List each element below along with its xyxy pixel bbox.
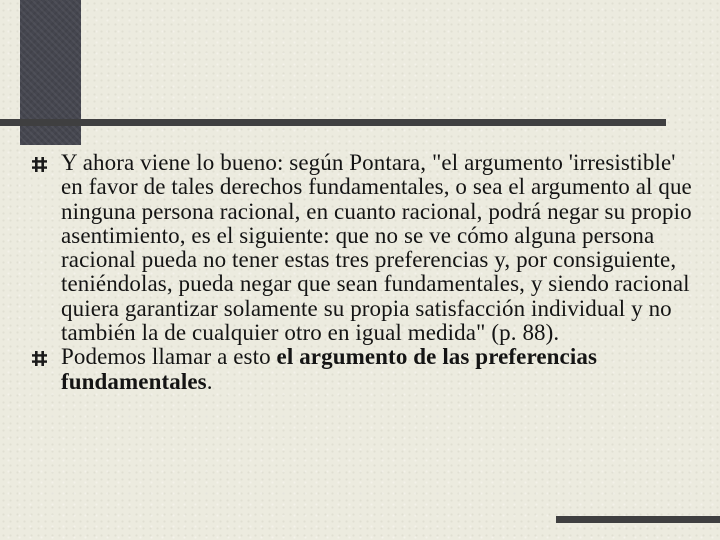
- bullet-item-quote: [32, 151, 692, 345]
- bullet-text: Y ahora viene lo bueno: según Pontara, "el argumento 'irresistible' en favor de tales derechos fundamentales, o sea el argumento al que ninguna persona racional, en cuanto racional, podrá negar su propio asentimiento, es el siguiente: que no se ve cómo alguna persona racional pueda no tener estas tres preferencias y, por consiguiente, teniéndolas, pueda negar que sean fundamentales, y siendo racional quiera garantizar solamente su propia satisfacción individual y no también la de cualquier otro en igual medida" (p. 88).: [61, 150, 692, 346]
- decorative-bottom-rule: [556, 516, 720, 523]
- decorative-top-rule: [0, 119, 666, 126]
- slide-body: [32, 151, 692, 394]
- hash-bullet-icon: [32, 351, 47, 366]
- bullet-item-conclusion: [32, 345, 692, 394]
- bullet-text-prefix: Podemos llamar a esto: [61, 344, 277, 370]
- bullet-text-suffix: .: [206, 368, 213, 394]
- bullet-text-emphasis: el argumento de las preferencias fundamentales: [61, 344, 598, 394]
- hash-bullet-icon: [32, 157, 47, 172]
